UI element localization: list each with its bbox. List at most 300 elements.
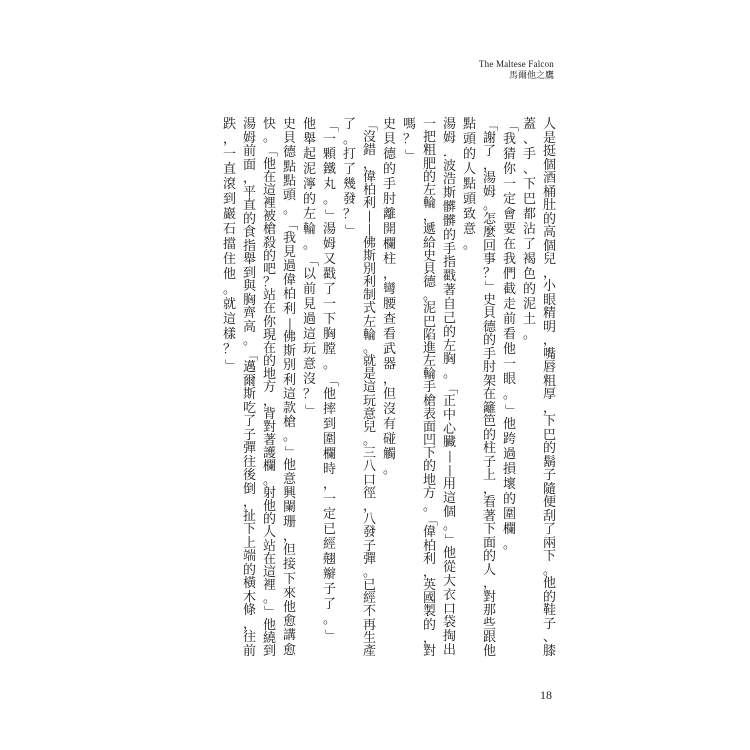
header-title-zh: 馬爾他之鷹: [508, 71, 554, 81]
glyph: 又: [322, 252, 336, 267]
glyph: 見: [302, 297, 316, 312]
glyph: 手: [422, 380, 436, 396]
glyph: 隨: [542, 481, 556, 497]
glyph: ，: [242, 495, 256, 510]
glyph: 左: [422, 354, 436, 370]
glyph: 經: [362, 591, 376, 607]
glyph: 肘: [382, 192, 396, 207]
glyph: 八: [362, 512, 376, 528]
glyph: 看: [482, 495, 496, 510]
glyph: 姆: [482, 184, 496, 200]
glyph: 舉: [302, 132, 316, 147]
glyph: 了: [342, 162, 356, 177]
glyph: 徑: [362, 485, 376, 501]
glyph: 愈: [282, 642, 296, 658]
glyph: 了: [482, 144, 496, 159]
glyph: 史: [282, 117, 296, 132]
glyph: 泥: [422, 301, 436, 317]
glyph: 下: [322, 312, 336, 327]
glyph: 地: [422, 472, 436, 488]
glyph: 到: [222, 192, 236, 207]
glyph: ，: [542, 333, 556, 348]
glyph: 前: [502, 312, 516, 327]
glyph: 。: [362, 564, 376, 580]
glyph: ？: [262, 275, 276, 291]
glyph: 跟: [482, 630, 496, 645]
glyph: 站: [262, 538, 276, 554]
glyph: 籬: [482, 400, 496, 416]
glyph: 心: [442, 421, 456, 437]
glyph: 。: [422, 288, 436, 304]
glyph: 下: [282, 571, 296, 587]
glyph: 利: [282, 372, 296, 388]
glyph: 就: [362, 354, 376, 370]
glyph: 佛: [362, 235, 376, 251]
glyph: 」: [403, 148, 418, 162]
glyph: 利: [362, 196, 376, 212]
glyph: 倒: [242, 481, 256, 497]
glyph: 。: [242, 333, 256, 348]
glyph: 的: [262, 512, 276, 528]
glyph: 在: [262, 301, 276, 317]
glyph: 子: [362, 538, 376, 554]
glyph: 謝: [482, 130, 496, 146]
glyph: 面: [242, 157, 256, 173]
glyph: 的: [542, 441, 556, 456]
glyph: 人: [482, 562, 496, 578]
glyph: 看: [382, 327, 396, 342]
glyph: 」: [223, 358, 238, 372]
glyph: ，: [422, 564, 436, 580]
glyph: 槍: [422, 393, 436, 409]
glyph: 胸: [442, 352, 456, 368]
glyph: 欄: [382, 237, 396, 252]
glyph: 一: [502, 357, 516, 372]
glyph: 柏: [422, 538, 436, 554]
glyph: 姆: [322, 237, 336, 252]
glyph: 殺: [262, 235, 276, 251]
glyph: 查: [382, 312, 396, 327]
glyph: 上: [482, 468, 496, 483]
glyph: 到: [322, 417, 336, 432]
glyph: 、: [522, 162, 536, 177]
glyph: 「: [422, 513, 438, 527]
glyph: 胸: [242, 292, 256, 308]
glyph: 人: [462, 162, 476, 177]
glyph: 開: [382, 222, 396, 237]
glyph: 到: [262, 643, 276, 659]
glyph: 站: [262, 288, 276, 304]
glyph: 對: [262, 419, 276, 435]
glyph: 色: [522, 267, 536, 282]
glyph: 往: [242, 454, 256, 470]
glyph: ，: [422, 209, 436, 225]
glyph: 截: [502, 282, 516, 297]
glyph: 兒: [362, 419, 376, 435]
glyph: 顆: [322, 147, 336, 162]
glyph: 手: [522, 147, 536, 162]
glyph: 講: [282, 628, 296, 644]
text-column: [241, 118, 258, 658]
glyph: 平: [242, 184, 256, 200]
glyph: 彎: [382, 282, 396, 297]
text-column: [341, 118, 358, 658]
glyph: 他: [282, 599, 296, 615]
glyph: 的: [382, 162, 396, 177]
glyph: 」: [262, 605, 278, 619]
glyph: 條: [242, 603, 256, 618]
glyph: 了: [542, 522, 556, 537]
glyph: 被: [262, 209, 276, 225]
glyph: ？: [302, 387, 316, 402]
glyph: 一: [422, 117, 436, 132]
glyph: 前: [302, 282, 316, 297]
glyph: 前: [242, 144, 256, 159]
glyph: 褐: [522, 252, 536, 267]
glyph: 。: [362, 433, 376, 449]
glyph: 怎: [482, 211, 496, 227]
glyph: 」: [323, 628, 338, 642]
glyph: —: [362, 223, 378, 237]
glyph: 下: [542, 549, 556, 564]
glyph: ，: [482, 576, 496, 591]
glyph: ．: [442, 144, 456, 160]
glyph: 闌: [282, 500, 296, 516]
glyph: 他: [302, 117, 316, 132]
glyph: 用: [442, 476, 456, 492]
glyph: 桶: [542, 184, 556, 200]
glyph: 的: [542, 211, 556, 227]
glyph: 他: [322, 387, 336, 402]
text-column: [321, 118, 338, 658]
glyph: 笆: [482, 414, 496, 429]
glyph: 的: [542, 589, 556, 605]
glyph: 端: [242, 549, 256, 564]
glyph: 。: [522, 327, 536, 342]
glyph: 我: [282, 230, 296, 246]
glyph: 」: [482, 280, 498, 294]
glyph: 手: [482, 346, 496, 362]
glyph: 器: [382, 357, 396, 372]
glyph: 這: [262, 564, 276, 580]
glyph: 過: [502, 447, 516, 462]
text-column: [521, 118, 538, 658]
glyph: 中: [442, 407, 456, 423]
glyph: 己: [442, 310, 456, 326]
glyph: 。: [362, 340, 376, 356]
glyph: 陷: [422, 327, 436, 343]
glyph: 泥: [522, 297, 536, 312]
glyph: 擋: [222, 237, 236, 252]
glyph: 猜: [502, 147, 516, 162]
glyph: 都: [522, 207, 536, 222]
glyph: 點: [282, 173, 296, 189]
glyph: 出: [442, 643, 456, 659]
glyph: 翹: [322, 552, 336, 567]
glyph: 史: [482, 292, 496, 308]
glyph: 柱: [382, 252, 396, 267]
glyph: ，: [282, 528, 296, 544]
glyph: 發: [342, 192, 356, 207]
glyph: 膛: [322, 342, 336, 357]
glyph: 濘: [302, 177, 316, 192]
glyph: 個: [442, 504, 456, 520]
glyph: 柏: [362, 182, 376, 198]
glyph: 地: [262, 367, 276, 383]
text-column: [381, 118, 398, 658]
glyph: 的: [242, 211, 256, 227]
glyph: 面: [422, 419, 436, 435]
glyph: 利: [422, 551, 436, 567]
glyph: 點: [462, 177, 476, 192]
glyph: 巴: [542, 427, 556, 443]
glyph: —: [362, 210, 378, 224]
glyph: 意: [462, 222, 476, 237]
glyph: 頭: [462, 132, 476, 147]
glyph: 意: [302, 357, 316, 372]
glyph: 「: [323, 118, 338, 132]
glyph: 。: [322, 357, 336, 372]
glyph: 以: [302, 267, 316, 282]
glyph: 斯: [282, 344, 296, 360]
glyph: 子: [242, 427, 256, 443]
glyph: 在: [262, 551, 276, 567]
glyph: 定: [322, 507, 336, 522]
running-header: [479, 58, 554, 82]
glyph: ，: [362, 498, 376, 514]
glyph: 。: [302, 237, 316, 252]
glyph: 斯: [242, 387, 256, 402]
glyph: 「: [482, 118, 498, 132]
glyph: 打: [342, 147, 356, 162]
glyph: 了: [522, 237, 536, 252]
text-column: [481, 118, 498, 658]
glyph: 輪: [362, 327, 376, 343]
glyph: 些: [482, 616, 496, 632]
glyph: 在: [262, 169, 276, 185]
glyph: 護: [262, 446, 276, 462]
glyph: 沒: [362, 130, 376, 146]
glyph: 你: [262, 314, 276, 330]
glyph: 上: [242, 535, 256, 551]
glyph: 佛: [282, 330, 296, 346]
glyph: 意: [282, 472, 296, 488]
glyph: 他: [442, 546, 456, 562]
glyph: 辮: [322, 567, 336, 582]
glyph: 過: [282, 259, 296, 275]
glyph: 凹: [422, 433, 436, 449]
glyph: 「: [323, 373, 338, 387]
glyph: 「: [303, 253, 318, 267]
glyph: 跨: [502, 432, 516, 447]
glyph: 射: [262, 485, 276, 501]
glyph: 的: [482, 333, 496, 348]
glyph: 你: [502, 162, 516, 177]
glyph: 從: [442, 560, 456, 575]
glyph: 他: [222, 267, 236, 282]
glyph: 胸: [322, 327, 336, 342]
glyph: 人: [542, 117, 556, 132]
glyph: 子: [542, 468, 556, 483]
glyph: —: [282, 317, 298, 331]
glyph: 湯: [442, 117, 456, 132]
glyph: 的: [502, 492, 516, 507]
glyph: 幾: [342, 177, 356, 192]
glyph: 。: [442, 518, 456, 534]
glyph: 一: [322, 132, 336, 147]
glyph: 兒: [542, 252, 556, 267]
glyph: 下: [422, 446, 436, 462]
glyph: 左: [442, 338, 456, 354]
glyph: 的: [422, 169, 436, 185]
glyph: 八: [362, 459, 376, 475]
glyph: 橫: [242, 576, 256, 591]
glyph: ，: [482, 481, 496, 497]
glyph: 在: [262, 340, 276, 356]
text-column: [401, 118, 418, 658]
glyph: 。: [482, 198, 496, 213]
glyph: 巴: [522, 192, 536, 207]
glyph: ？: [342, 207, 356, 222]
glyph: 扯: [242, 508, 256, 524]
glyph: 頭: [462, 192, 476, 207]
glyph: 兩: [542, 535, 556, 551]
glyph: 沾: [522, 222, 536, 237]
glyph: 我: [502, 252, 516, 267]
glyph: 前: [242, 643, 256, 659]
glyph: 欄: [502, 522, 516, 537]
glyph: 的: [302, 192, 316, 207]
glyph: ，: [322, 477, 336, 492]
glyph: 會: [502, 207, 516, 222]
glyph: 直: [222, 162, 236, 177]
glyph: 表: [422, 406, 436, 422]
glyph: 邁: [242, 360, 256, 375]
glyph: 的: [262, 248, 276, 264]
glyph: 回: [482, 238, 496, 254]
glyph: 背: [262, 406, 276, 422]
glyph: 丸: [322, 177, 336, 192]
glyph: 的: [442, 324, 456, 340]
glyph: 沒: [302, 372, 316, 387]
glyph: 彈: [242, 441, 256, 456]
glyph: 時: [322, 462, 336, 477]
glyph: 酒: [542, 171, 556, 186]
glyph: 他: [262, 156, 276, 172]
glyph: 。: [282, 429, 296, 445]
glyph: 的: [422, 459, 436, 475]
glyph: 摔: [322, 402, 336, 417]
glyph: 、: [522, 132, 536, 147]
glyph: 衣: [442, 587, 456, 603]
glyph: 高: [242, 319, 256, 335]
glyph: 肘: [482, 360, 496, 375]
glyph: 到: [242, 265, 256, 281]
glyph: 。: [322, 192, 336, 207]
glyph: 對: [482, 589, 496, 605]
glyph: 走: [502, 297, 516, 312]
glyph: 頭: [282, 188, 296, 204]
glyph: ，: [222, 132, 236, 147]
glyph: 指: [242, 238, 256, 254]
glyph: 斯: [442, 186, 456, 202]
text-column: [221, 118, 238, 658]
glyph: 鐵: [322, 162, 336, 177]
page-number: 18: [540, 688, 552, 702]
glyph: 的: [262, 354, 276, 370]
glyph: 口: [442, 601, 456, 617]
glyph: 壞: [502, 477, 516, 492]
glyph: 槍: [282, 415, 296, 431]
glyph: 樣: [222, 327, 236, 342]
glyph: 膝: [542, 643, 556, 659]
glyph: 德: [422, 275, 436, 291]
glyph: 這: [262, 182, 276, 198]
glyph: 手: [382, 177, 396, 192]
glyph: 的: [242, 562, 256, 578]
glyph: 再: [362, 617, 376, 633]
glyph: 式: [362, 301, 376, 317]
glyph: 。: [342, 132, 356, 147]
glyph: 製: [422, 604, 436, 620]
glyph: 在: [482, 387, 496, 402]
glyph: 爾: [242, 373, 256, 389]
glyph: ，: [542, 265, 556, 281]
glyph: 麼: [482, 225, 496, 240]
glyph: 了: [322, 282, 336, 297]
glyph: 吃: [242, 400, 256, 416]
glyph: 觸: [382, 447, 396, 462]
glyph: 要: [502, 222, 516, 237]
glyph: 他: [502, 342, 516, 357]
glyph: 利: [362, 275, 376, 291]
glyph: 輪: [302, 222, 316, 237]
glyph: 」: [303, 403, 318, 417]
glyph: 的: [462, 147, 476, 162]
glyph: 史: [382, 117, 396, 132]
glyph: 貝: [382, 132, 396, 147]
glyph: 鞋: [542, 603, 556, 618]
text-column: [501, 118, 518, 658]
glyph: 滾: [222, 177, 236, 192]
glyph: 」: [503, 403, 518, 417]
glyph: 「: [362, 118, 378, 132]
glyph: 架: [482, 373, 496, 389]
glyph: 武: [382, 342, 396, 357]
glyph: 。: [502, 537, 516, 552]
glyph: 見: [282, 244, 296, 260]
glyph: 嘴: [542, 346, 556, 362]
glyph: 我: [502, 132, 516, 147]
glyph: ，: [242, 616, 256, 632]
glyph: 姆: [442, 130, 456, 146]
glyph: 跌: [222, 117, 236, 132]
glyph: 貝: [422, 261, 436, 277]
glyph: 。: [222, 282, 236, 297]
glyph: 已: [322, 522, 336, 537]
glyph: 指: [442, 255, 456, 271]
glyph: 輪: [422, 367, 436, 383]
glyph: 石: [222, 222, 236, 237]
glyph: 對: [422, 643, 436, 659]
glyph: 浩: [442, 172, 456, 188]
glyph: 。: [262, 472, 276, 488]
glyph: 貝: [282, 131, 296, 147]
glyph: 湯: [242, 117, 256, 132]
glyph: 自: [442, 296, 456, 312]
glyph: 舉: [242, 252, 256, 267]
glyph: 們: [502, 267, 516, 282]
